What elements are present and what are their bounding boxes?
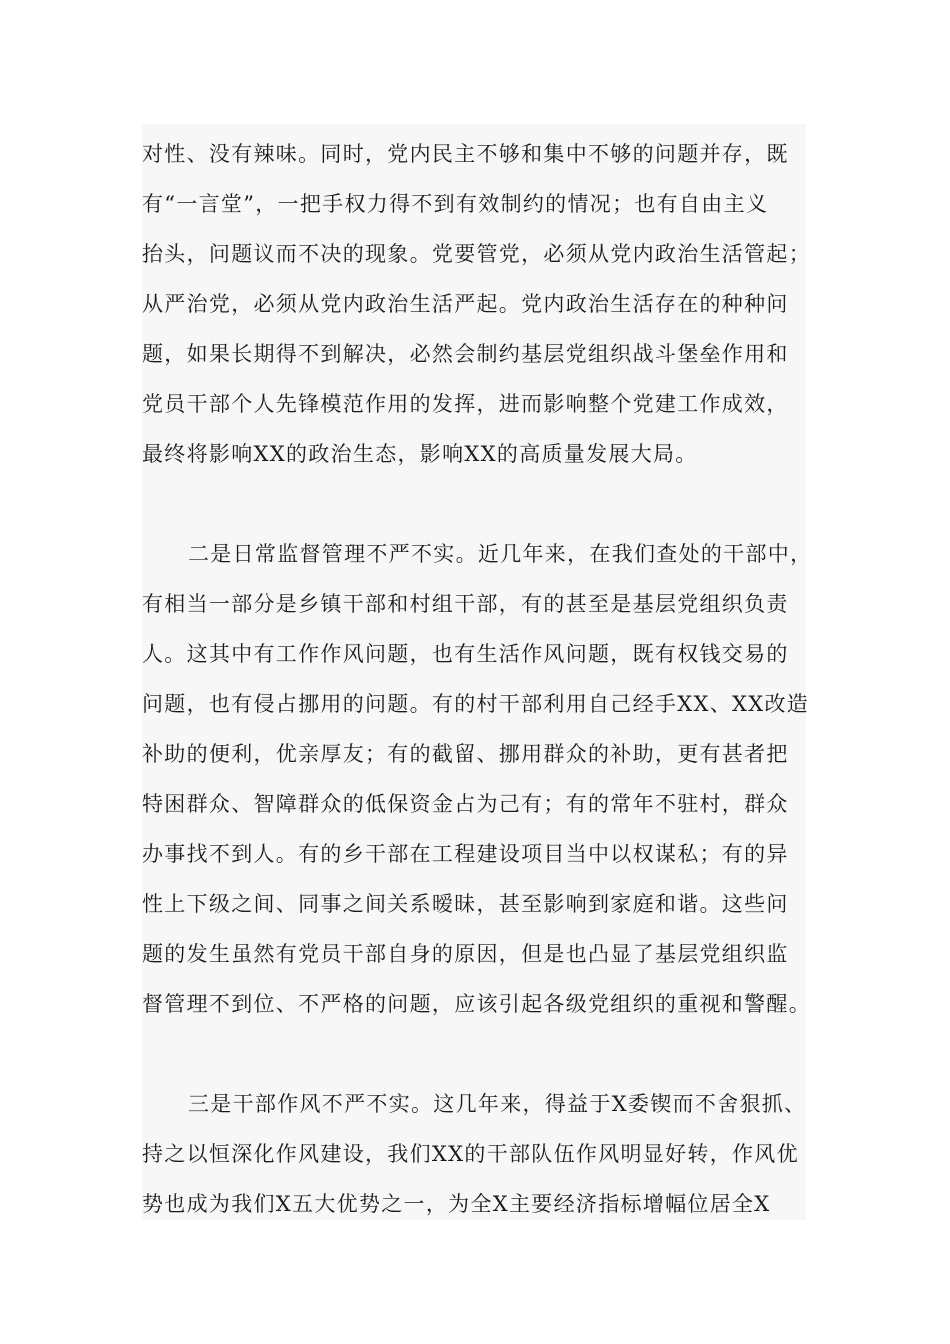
paragraph-2-line-6: 特困群众、智障群众的低保资金占为己有；有的常年不驻村，群众 <box>142 792 789 816</box>
paragraph-2-line-5: 补助的便利，优亲厚友；有的截留、挪用群众的补助，更有甚者把 <box>142 742 789 766</box>
paragraph-1-line-6: 党员干部个人先锋模范作用的发挥，进而影响整个党建工作成效， <box>142 392 789 416</box>
paragraph-2-line-4: 问题，也有侵占挪用的问题。有的村干部利用自己经手XX、XX改造 <box>142 692 810 716</box>
paragraph-1-line-7: 最终将影响XX的政治生态，影响XX的高质量发展大局。 <box>142 442 698 466</box>
paragraph-1-line-4: 从严治党，必须从党内政治生活严起。党内政治生活存在的种种问 <box>142 292 789 316</box>
paragraph-1-line-5: 题，如果长期得不到解决，必然会制约基层党组织战斗堡垒作用和 <box>142 342 789 366</box>
paragraph-2-line-9: 题的发生虽然有党员干部自身的原因，但是也凸显了基层党组织监 <box>142 942 789 966</box>
paragraph-2-line-10: 督管理不到位、不严格的问题，应该引起各级党组织的重视和警醒。 <box>142 992 811 1016</box>
paragraph-3-line-1: 三是干部作风不严不实。这几年来，得益于X委锲而不舍狠抓、 <box>188 1092 807 1116</box>
paragraph-1-line-3: 抬头，问题议而不决的现象。党要管党，必须从党内政治生活管起； <box>142 242 811 266</box>
paragraph-2-line-8: 性上下级之间、同事之间关系暧昧，甚至影响到家庭和谐。这些问 <box>142 892 789 916</box>
paragraph-3-line-3: 势也成为我们X五大优势之一，为全X主要经济指标增幅位居全X <box>142 1192 771 1216</box>
paragraph-2-line-1: 二是日常监督管理不严不实。近几年来，在我们查处的干部中， <box>188 542 813 566</box>
paragraph-1-line-1: 对性、没有辣味。同时，党内民主不够和集中不够的问题并存，既 <box>142 142 789 166</box>
paragraph-2-line-7: 办事找不到人。有的乡干部在工程建设项目当中以权谋私；有的异 <box>142 842 789 866</box>
paragraph-2-line-3: 人。这其中有工作作风问题，也有生活作风问题，既有权钱交易的 <box>142 642 789 666</box>
paragraph-1-line-2: 有“一言堂”，一把手权力得不到有效制约的情况；也有自由主义 <box>142 192 769 216</box>
document-page-body <box>142 124 813 1220</box>
paragraph-2-line-2: 有相当一部分是乡镇干部和村组干部，有的甚至是基层党组织负责 <box>142 592 789 616</box>
paragraph-3-line-2: 持之以恒深化作风建设，我们XX的干部队伍作风明显好转，作风优 <box>142 1142 799 1166</box>
